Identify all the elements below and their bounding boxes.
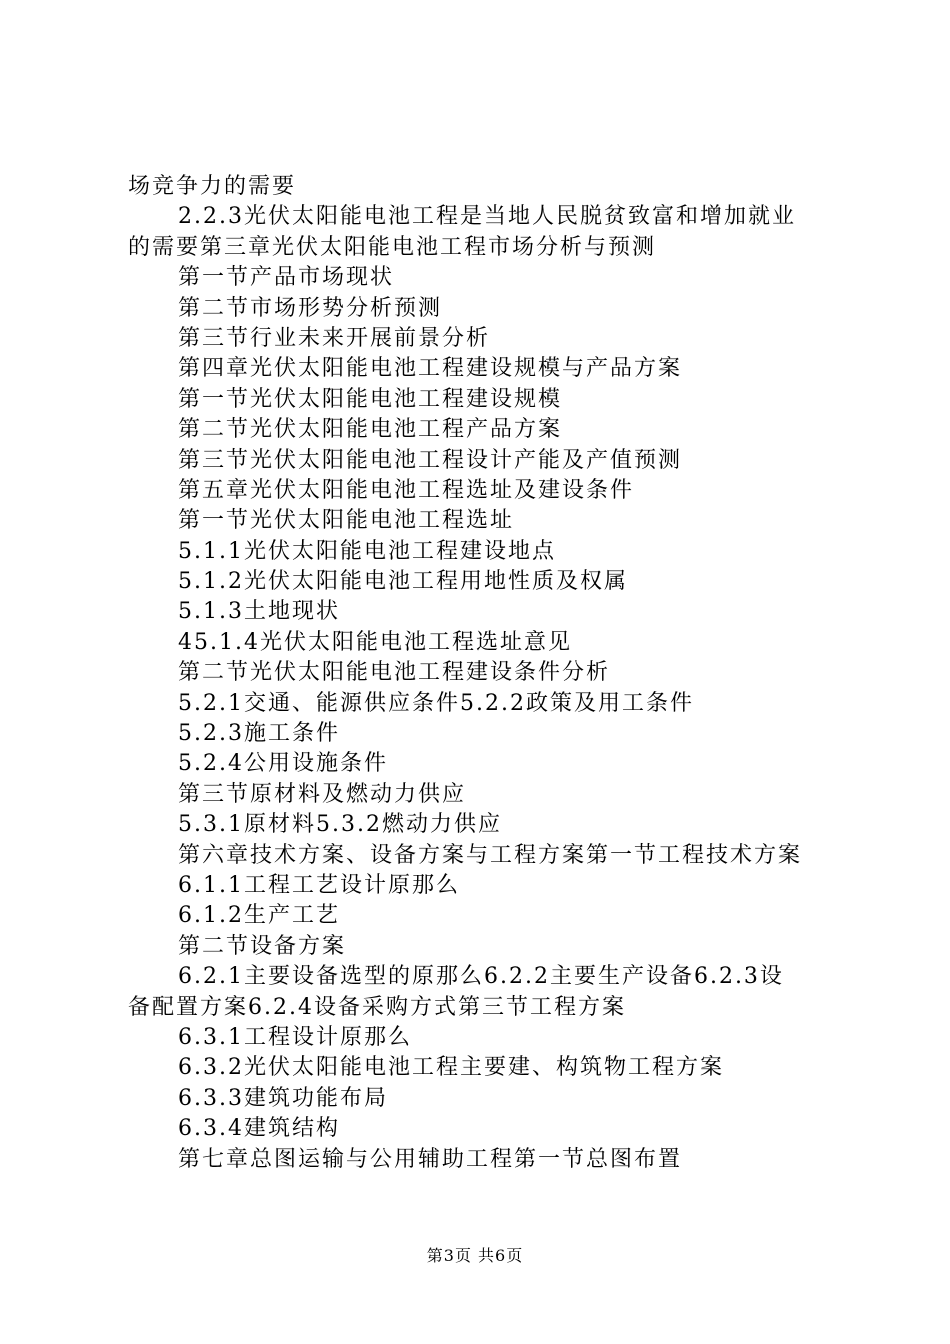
- text-line: 5.1.3土地现状: [178, 599, 340, 625]
- text-line: 5.3.1原材料5.3.2燃动力供应: [178, 812, 502, 838]
- text-line: 6.3.2光伏太阳能电池工程主要建、构筑物工程方案: [178, 1055, 724, 1081]
- text-line: 备配置方案6.2.4设备采购方式第三节工程方案: [128, 994, 626, 1020]
- text-line: 5.1.1光伏太阳能电池工程建设地点: [178, 538, 556, 564]
- text-line: 6.3.4建筑结构: [178, 1116, 340, 1142]
- text-line: 5.2.3施工条件: [178, 721, 340, 747]
- text-line: 的需要第三章光伏太阳能电池工程市场分析与预测: [128, 234, 657, 260]
- text-line: 第二节设备方案: [178, 933, 347, 959]
- text-line: 5.2.1交通、能源供应条件5.2.2政策及用工条件: [178, 690, 694, 716]
- text-line: 场竞争力的需要: [128, 174, 297, 199]
- text-line: 6.3.3建筑功能布局: [178, 1085, 388, 1111]
- text-line: 第五章光伏太阳能电池工程选址及建设条件: [178, 477, 635, 503]
- text-line: 5.1.2光伏太阳能电池工程用地性质及权属: [178, 569, 628, 595]
- text-line: 第二节光伏太阳能电池工程产品方案: [178, 417, 563, 443]
- text-line: 6.1.2生产工艺: [178, 903, 340, 929]
- text-line: 第四章光伏太阳能电池工程建设规模与产品方案: [178, 356, 683, 382]
- text-line: 第一节光伏太阳能电池工程选址: [178, 508, 515, 534]
- text-line: 第二节市场形势分析预测: [178, 295, 443, 321]
- text-line: 45.1.4光伏太阳能电池工程选址意见: [178, 629, 572, 655]
- text-line: 第三节光伏太阳能电池工程设计产能及产值预测: [178, 447, 683, 473]
- text-line: 第三节行业未来开展前景分析: [178, 325, 491, 351]
- text-line: 第三节原材料及燃动力供应: [178, 781, 467, 807]
- text-line: 第二节光伏太阳能电池工程建设条件分析: [178, 660, 611, 686]
- text-line: 第七章总图运输与公用辅助工程第一节总图布置: [178, 1146, 683, 1172]
- text-line: 第一节产品市场现状: [178, 265, 395, 291]
- text-line: 第六章技术方案、设备方案与工程方案第一节工程技术方案: [178, 842, 803, 868]
- text-line: 5.2.4公用设施条件: [178, 751, 388, 777]
- text-line: 6.3.1工程设计原那么: [178, 1024, 412, 1050]
- text-line: 2.2.3光伏太阳能电池工程是当地人民脱贫致富和增加就业: [178, 204, 796, 230]
- document-body: [128, 172, 848, 1175]
- text-line: 6.2.1主要设备选型的原那么6.2.2主要生产设备6.2.3设: [178, 964, 784, 990]
- text-line: 第一节光伏太阳能电池工程建设规模: [178, 386, 563, 412]
- text-line: 6.1.1工程工艺设计原那么: [178, 872, 460, 898]
- page-footer: 第3页 共6页: [426, 1246, 524, 1265]
